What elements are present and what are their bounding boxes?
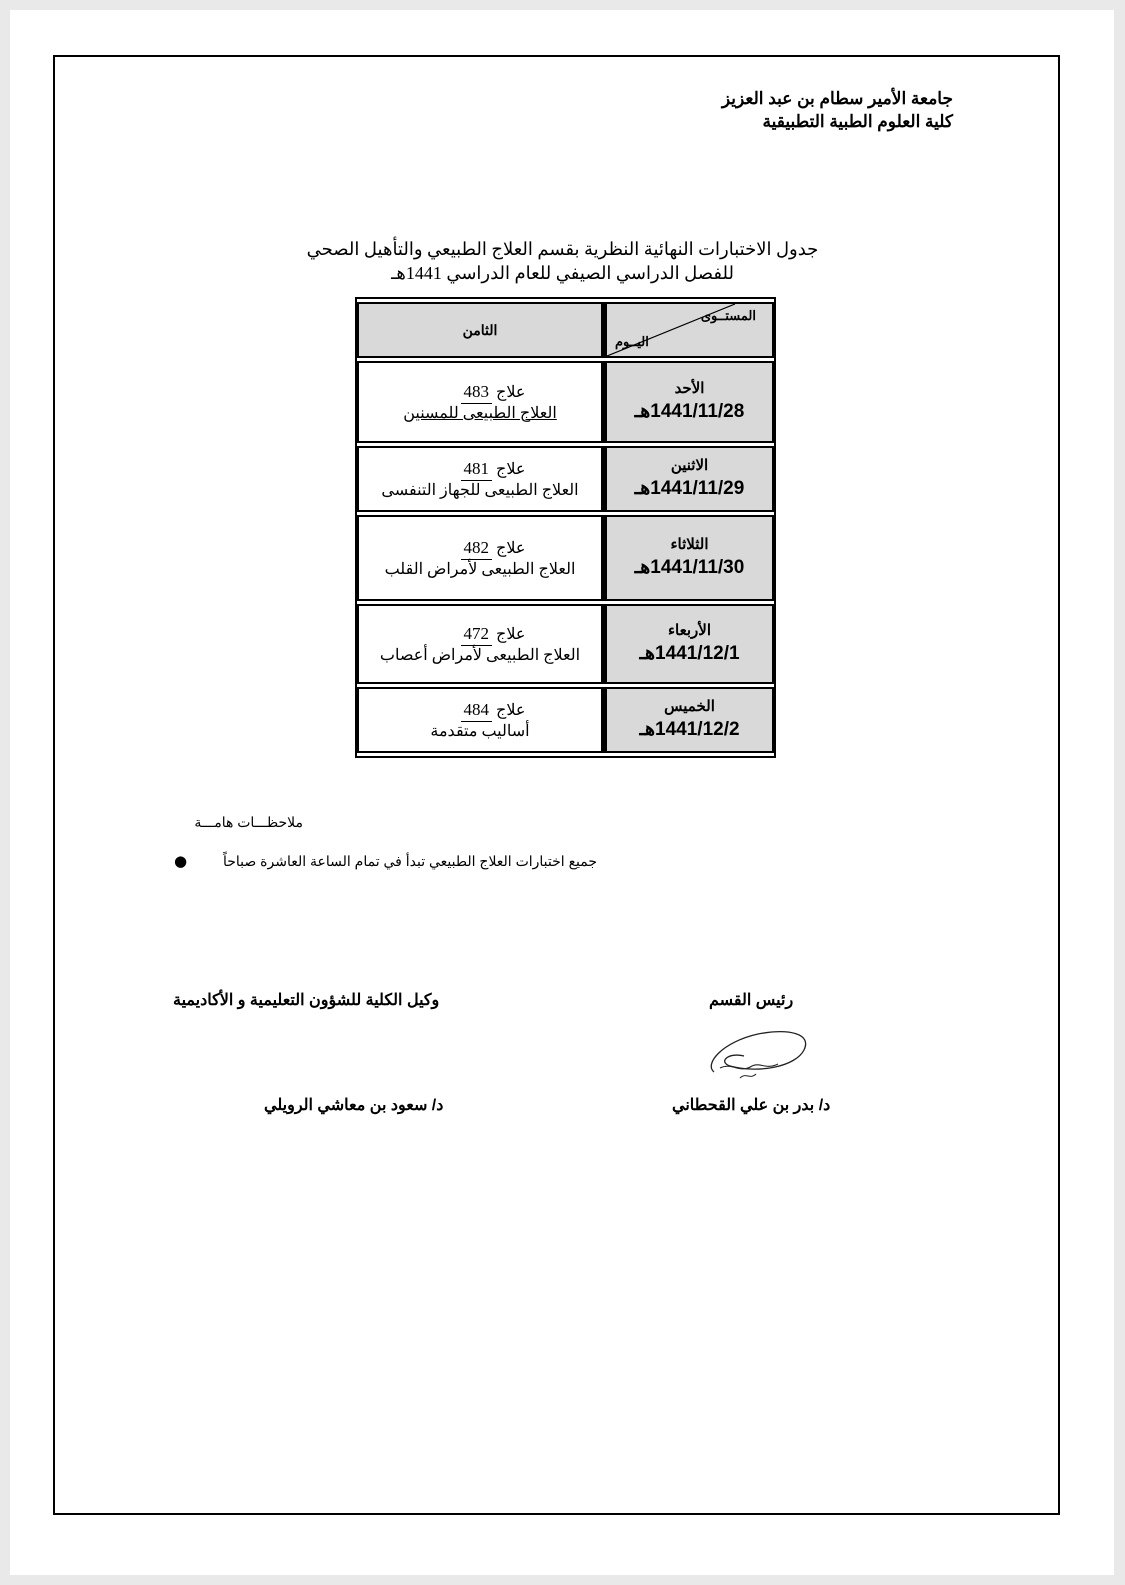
course-cell <box>357 361 603 443</box>
course-name: العلاج الطبيعى للجهاز التنفسى <box>381 481 579 499</box>
day-date: 1441/11/30هـ <box>634 557 745 578</box>
day-cell <box>603 446 774 512</box>
table-row <box>357 446 774 512</box>
department-head-name: د/ بدر بن علي القحطاني <box>672 1097 831 1114</box>
letterhead <box>722 87 953 133</box>
course-number: 484 <box>461 699 493 722</box>
vice-dean-name: د/ سعود بن معاشي الرويلي <box>264 1097 444 1114</box>
course-prefix: علاج <box>496 625 526 643</box>
course-number: 483 <box>461 381 493 404</box>
course-cell <box>357 687 603 753</box>
day-date: 1441/11/29هـ <box>634 478 745 499</box>
level-header-cell <box>357 302 603 358</box>
schedule-subtitle: للفصل الدراسي الصيفي للعام الدراسي 1441هـ <box>391 263 734 283</box>
table-row <box>357 687 774 753</box>
day-cell <box>603 687 774 753</box>
level-header: الثامن <box>462 322 498 338</box>
bullet-icon: ● <box>174 852 188 870</box>
course-cell <box>357 604 603 684</box>
table-row <box>357 515 774 601</box>
day-date: 1441/12/2هـ <box>639 719 740 740</box>
course-prefix: علاج <box>496 539 526 557</box>
table-header-row <box>357 302 774 358</box>
day-name: الأربعاء <box>667 622 711 639</box>
course-number: 481 <box>461 458 493 481</box>
signature-image <box>700 1022 815 1080</box>
course-cell <box>357 446 603 512</box>
course-name: العلاج الطبيعى لأمراض أعصاب <box>379 646 581 664</box>
vice-dean-title: وكيل الكلية للشؤون التعليمية و الأكاديمية <box>173 992 440 1009</box>
note-item: جميع اختبارات العلاج الطبيعي تبدأ في تمام الساعة العاشرة صباحاً <box>222 853 597 869</box>
course-cell <box>357 515 603 601</box>
course-number: 472 <box>461 623 493 646</box>
notes-heading: ملاحظـــات هامـــة <box>194 814 303 830</box>
course-prefix: علاج <box>496 701 526 719</box>
table-row <box>357 361 774 443</box>
day-date: 1441/12/1هـ <box>639 643 740 664</box>
day-name: الثلاثاء <box>670 536 709 553</box>
day-cell <box>603 361 774 443</box>
corner-level-label: المستــوى <box>700 308 756 323</box>
day-cell <box>603 515 774 601</box>
course-name: العلاج الطبيعى لأمراض القلب <box>384 560 576 578</box>
table-row <box>357 604 774 684</box>
day-date: 1441/11/28هـ <box>634 401 745 422</box>
course-prefix: علاج <box>496 460 526 478</box>
course-name: أساليب متقدمة <box>430 722 530 740</box>
corner-header-cell <box>603 302 774 358</box>
day-name: الاثنين <box>670 457 709 474</box>
corner-day-label: اليــوم <box>615 334 649 349</box>
college-name: كلية العلوم الطبية التطبيقية <box>762 112 953 131</box>
schedule-title: جدول الاختبارات النهائية النظرية بقسم العلاج الطبيعي والتأهيل الصحي <box>306 239 819 259</box>
day-cell <box>603 604 774 684</box>
course-prefix: علاج <box>496 383 526 401</box>
department-head-title: رئيس القسم <box>709 992 794 1009</box>
university-name: جامعة الأمير سطام بن عبد العزيز <box>721 89 953 108</box>
day-name: الخميس <box>664 698 715 715</box>
exam-schedule-table <box>355 297 776 758</box>
course-number: 482 <box>461 537 493 560</box>
course-name: العلاج الطبيعى للمسنين <box>403 404 557 422</box>
day-name: الأحد <box>674 380 705 397</box>
